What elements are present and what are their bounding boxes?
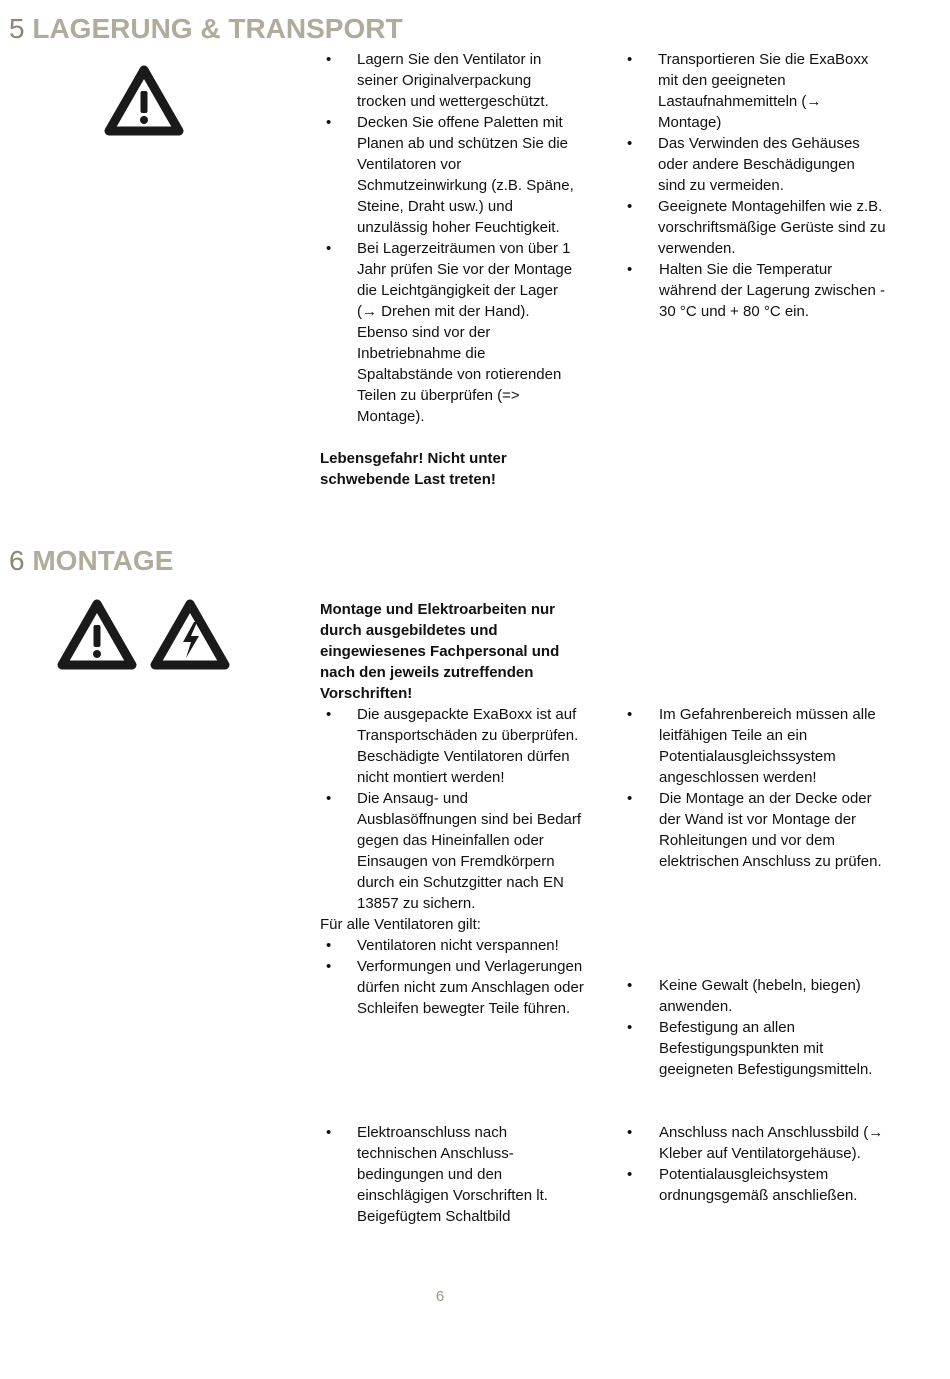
section-5-right-column: [621, 49, 886, 322]
section-5-heading: [9, 13, 403, 45]
section-6-block-1-left: [320, 704, 585, 1019]
inspection-list: [320, 704, 585, 914]
section-6-block-3-right: [621, 1122, 886, 1206]
section-5-left-column: [320, 49, 580, 490]
fastening-list: [621, 975, 886, 1080]
section-6-block-2-right: [621, 975, 886, 1080]
all-fans-label: Für alle Ventilatoren gilt:: [320, 916, 481, 933]
list-item: • Lagern Sie den Ventilator in seiner Originalverpackung trocken und wettergeschützt.: [320, 49, 580, 112]
list-item: • Verformungen und Verlagerungen dürfen nicht zum Anschlagen oder Schleifen bewegter Teile führen.: [320, 956, 585, 1019]
list-item: • Die ausgepackte ExaBoxx ist auf Transportschäden zu überprüfen. Beschädigte Ventilatoren dürfen nicht montiert werden!: [320, 704, 585, 788]
list-item: • Befestigung an allen Befestigungspunkten mit geeigneten Befestigungsmitteln.: [621, 1017, 886, 1080]
danger-warning: Lebensgefahr! Nicht unter schwebende Last treten!: [320, 450, 507, 488]
section-6-block-3-left: [320, 1122, 580, 1227]
list-item: • Anschluss nach Anschlussbild (→ Kleber auf Ventilatorgehäuse).: [621, 1122, 886, 1164]
section-title: LAGERUNG & TRANSPORT: [32, 13, 403, 44]
list-item: • Transportieren Sie die ExaBoxx mit den geeigneten Lastaufnahmemitteln (→ Montage): [621, 49, 886, 133]
list-item: • Halten Sie die Temperatur während der Lagerung zwischen - 30 °C und + 80 °C ein.: [621, 259, 886, 322]
storage-list: [320, 49, 580, 427]
list-item: • Das Verwinden des Gehäuses oder andere Beschädigungen sind zu vermeiden.: [621, 133, 886, 196]
high-voltage-icon: [150, 598, 230, 672]
list-item: • Keine Gewalt (hebeln, biegen) anwenden.: [621, 975, 886, 1017]
connection-list: [621, 1122, 886, 1206]
warning-icon: [104, 64, 184, 138]
section-title: MONTAGE: [32, 545, 174, 576]
grounding-list: [621, 704, 886, 872]
warning-icon: [57, 598, 137, 672]
section-number: 5: [9, 13, 25, 44]
section-6-heading: [9, 545, 173, 577]
list-item: • Decken Sie offene Paletten mit Planen ab und schützen Sie die Ventilatoren vor Schmutzeinwirkung (z.B. Späne, Steine, Draht usw.) und unzulässig hoher Feuchtigkeit.: [320, 112, 580, 238]
section-6-block-1-right: [621, 704, 886, 872]
transport-list: [621, 49, 886, 322]
list-item: • Potentialausgleichsystem ordnungsgemäß anschließen.: [621, 1164, 886, 1206]
list-item: • Die Ansaug- und Ausblasöffnungen sind bei Bedarf gegen das Hineinfallen oder Einsaugen von Fremdkörpern durch ein Schutzgitter nach EN 13857 zu sichern.: [320, 788, 585, 914]
section-6-intro: [320, 599, 570, 704]
list-item: • Bei Lagerzeiträumen von über 1 Jahr prüfen Sie vor der Montage die Leichtgängigkeit der Lager (→ Drehen mit der Hand). Ebenso sind vor der Inbetriebnahme die Spaltabstände von rotierenden Teilen zu überprüfen (=> Montage).: [320, 238, 580, 427]
list-item: • Im Gefahrenbereich müssen alle leitfähigen Teile an ein Potentialausgleichssystem angeschlossen werden!: [621, 704, 886, 788]
section-number: 6: [9, 545, 25, 576]
list-item: • Elektroanschluss nach technischen Anschluss-bedingungen und den einschlägigen Vorschriften lt. Beigefügtem Schaltbild: [320, 1122, 580, 1227]
list-item: • Geeignete Montagehilfen wie z.B. vorschriftsmäßige Gerüste sind zu verwenden.: [621, 196, 886, 259]
page-number: 6: [435, 1288, 445, 1305]
safety-notice: Montage und Elektroarbeiten nur durch ausgebildetes und eingewiesenes Fachpersonal und nach den jeweils zutreffenden Vorschriften!: [320, 601, 560, 702]
list-item: • Die Montage an der Decke oder der Wand ist vor Montage der Rohleitungen und vor dem elektrischen Anschluss zu prüfen.: [621, 788, 886, 872]
list-item: • Ventilatoren nicht verspannen!: [320, 935, 585, 956]
electrical-list: [320, 1122, 580, 1227]
mounting-list: [320, 935, 585, 1019]
